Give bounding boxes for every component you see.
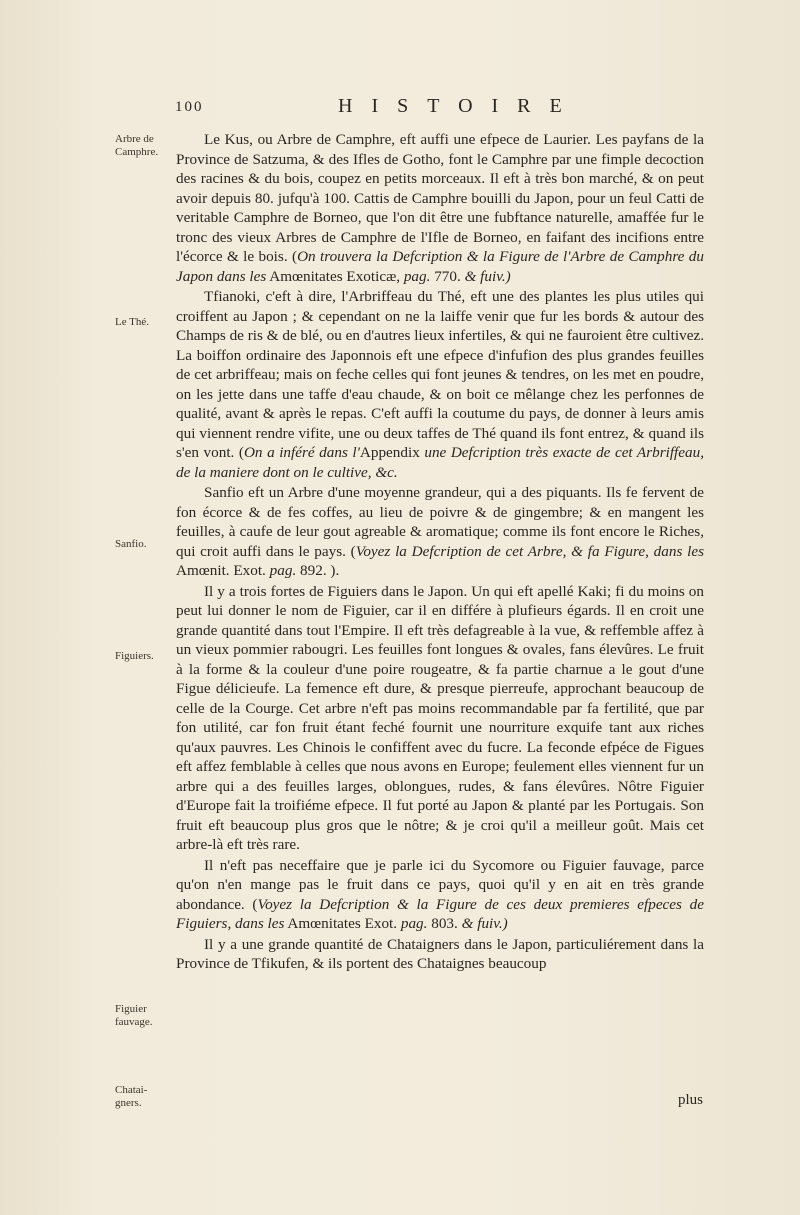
margin-line: Le Thé. (115, 316, 150, 328)
margin-note-sanfio (115, 538, 173, 551)
text-run: Il y a une grande quantité de Chataigners dans le Japon, particuliérement dans la Province de Tfikufen, & ils portent des Chataignes beaucoup (176, 935, 704, 972)
text-run: Appendix (359, 444, 425, 461)
margin-note-the (115, 316, 173, 329)
margin-line: Figuiers. (115, 650, 154, 662)
running-title: HISTOIRE (338, 95, 581, 117)
paragraph-figuier-sauvage (176, 856, 704, 934)
margin-note-chataigners (115, 1084, 173, 1110)
italic-run: pag. (269, 562, 297, 579)
text-run: Tfianoki, c'eft à dire, l'Arbriffeau du Thé, eft une des plantes les plus utiles qui croiffent au Japon ; & cependant on ne la laiffe venir que fur les bords & autour des Champs de ris & de blé, ou en d'autres lieux infertiles, & qui ne fauroient être cultivez. La boiffon ordinaire des Japonnois eft une efpece d'infufion des plus grandes feuilles de cet arbriffeau; mais on feche celles qui font jeunes & tendres, on les met en poudre, on les jette dans une taffe d'eau chaude, & on boit ce mêlange chez les perfonnes de qualité, avant & après le repas. C'eft auffi la coutume du pays, de donner à leurs amis qui viennent rendre vifite, une ou deux taffes de Thé quand ils font entrez, & quand ils s'en vont. ( (176, 288, 704, 461)
margin-line: Arbre de (115, 133, 154, 145)
text-run: Amœnitates Exoticæ, (266, 267, 404, 285)
page-header (0, 95, 800, 125)
catchword: plus (677, 1092, 703, 1108)
italic-run: pag. (403, 267, 431, 285)
text-run: Amœnit. Exot. (176, 562, 270, 579)
margin-line: Figuier (115, 1003, 147, 1015)
italic-run: On a inféré dans l' (243, 444, 360, 461)
text-run: 892. ). (296, 562, 340, 579)
page-number: 100 (175, 99, 204, 115)
paragraph-the (176, 287, 704, 482)
paragraph-figuiers (176, 582, 704, 855)
italic-run: & fuiv.) (461, 915, 508, 932)
margin-note-camphre (115, 133, 173, 159)
italic-run: On trouvera la Defcription & la Figure de l'Arbre de Camphre du Japon dans les (176, 248, 704, 285)
body-text (176, 130, 704, 975)
italic-run: Voyez la Defcription & la Figure de ces deux premieres efpeces de Figuiers, dans les (176, 895, 704, 932)
margin-note-figuiers (115, 650, 173, 663)
text-run: Amœnitates Exot. (284, 915, 401, 932)
text-run: Le Kus, ou Arbre de Camphre, eft auffi une efpece de Laurier. Les payfans de la Province de Satzuma, & des Ifles de Gotho, font le Camphre par une fimple decoction des racines & du bois, coupez en petits morceaux. Il eft à très bon marché, & on peut avoir depuis 80. jufqu'à 100. Cattis de Camphre bouilli du Japon, pour un feul Catti de veritable Camphre de Borneo, que l'on dit être une fubftance naturelle, amaffée fur le tronc des vieux Arbres de Camphre de l'Ifle de Borneo, en faifant des incifions entre l'écorce & le bois. ( (176, 131, 704, 265)
text-run: Il y a trois fortes de Figuiers dans le Japon. Un qui eft apellé Kaki; fi du moins on peut lui donner le nom de Figuier, car il en différe à plufieurs égards. Il en croit une grande quantité dans tout l'Empire. Il eft très defagreable à la vue, & reffemble affez à un vieux pommier rabougri. Les feuilles font longues & ovales, fans élevûres. Le fruit à la forme & la couleur d'une poire rougeatre, & fa partie charnue a le gout d'une Figue délicieufe. La femence eft dure, & presque pierreufe, approchant beaucoup de celle de la Courge. Cet arbre n'eft pas moins recommandable par fa fertilité, que par fon utilité, car fon fruit étant feché fournit une nourriture exquife tant aux riches qu'aux pauvres. Les Chinois le confiffent avec du fucre. La feconde efpéce de Figues eft affez femblable à celles que nous avons en Europe; feulement elles viennent fur un arbre qui a des feuilles larges, oblongues, rudes, & fans élevûres. Nôtre Figuier d'Europe fait la troifiéme efpece. Il fut porté au Japon & planté par les Portugais. Son fruit eft beaucoup plus gros que le nôtre; & je croi qu'il a meilleur goût. Mais cet arbre-là eft très rare. (176, 582, 704, 853)
text-run: Sanfio eft un Arbre d'une moyenne grandeur, qui a des piquants. Ils fe fervent de fon écorce & de fes coffes, au lieu de poivre & de gingembre; & en mangent les feuilles, à caufe de leur gout agreable & aromatique; comme ils font encore le Riches, qui croit auffi dans le pays. ( (176, 484, 704, 560)
margin-line: Chatai- (115, 1084, 148, 1096)
italic-run: Voyez la Defcription de cet Arbre, & fa Figure, dans les (355, 542, 704, 560)
margin-note-figuier-sauvage (115, 1003, 173, 1029)
italic-run: pag. (400, 915, 428, 932)
margin-line: Camphre. (115, 146, 159, 158)
paragraph-camphre (176, 130, 704, 286)
margin-line: fauvage. (115, 1016, 153, 1028)
margin-line: gners. (115, 1097, 142, 1109)
italic-run: une Defcription très exacte de cet Arbriffeau, de la maniere dont on le cultive, &c. (176, 444, 705, 481)
text-run: Il n'eft pas neceffaire que je parle ici du Sycomore ou Figuier fauvage, parce qu'on n'en mange pas le fruit dans ce pays, quoi qu'il y en ait en très grande abondance. ( (176, 856, 704, 913)
text-run: 803. (427, 915, 462, 932)
paragraph-sanfio (176, 483, 704, 581)
margin-line: Sanfio. (115, 538, 147, 550)
paragraph-chataigners (176, 935, 704, 974)
text-run: 770. (430, 267, 465, 285)
italic-run: & fuiv.) (464, 267, 511, 285)
